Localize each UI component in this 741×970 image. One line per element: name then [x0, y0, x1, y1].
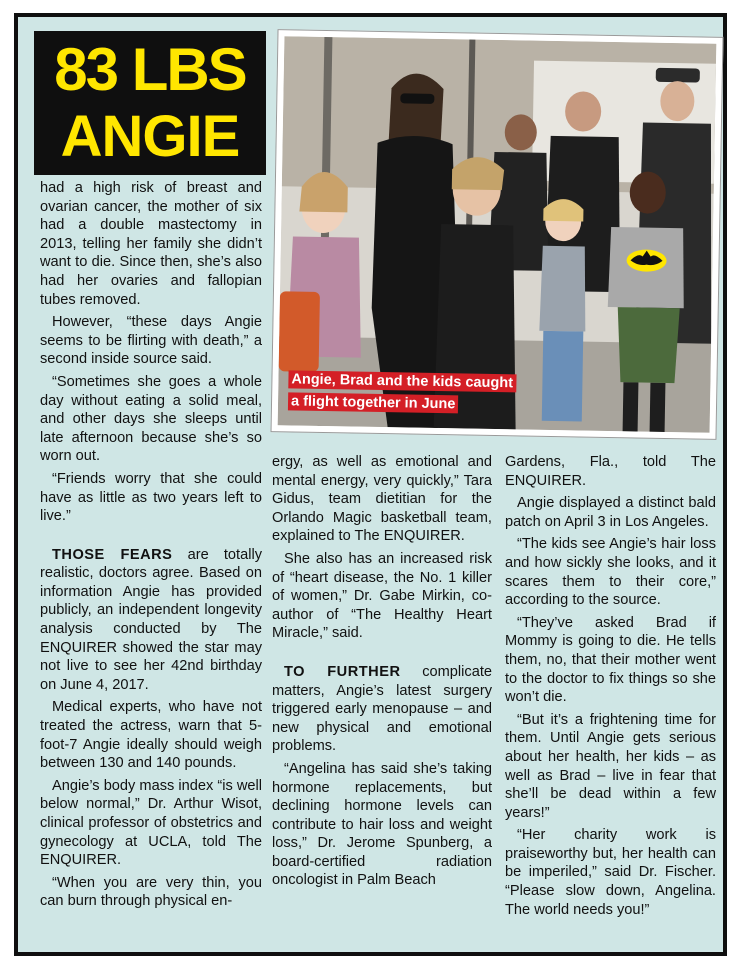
section-lead-text: TO FURTHER — [284, 663, 401, 680]
col1-paragraph: “When you are very thin, you can burn through physical en- — [40, 874, 262, 910]
col1-paragraph: Angie’s body mass index “is well below normal,” Dr. Arthur Wisot, clinical professor of obstetrics and gynecology at UCLA, told The ENQUIRER. — [40, 777, 262, 869]
col1-paragraph: However, “these days Angie seems to be flirting with death,” a second inside source said. — [40, 314, 262, 368]
col3-paragraph: “The kids see Angie’s hair loss and how sickly she looks, and it scares them to their core,” according to the source. — [505, 536, 716, 609]
section-lead-text: THOSE FEARS — [52, 546, 173, 563]
caption-line2: a flight together in June — [288, 392, 459, 413]
headline-box — [34, 31, 266, 175]
column-1 — [40, 179, 262, 915]
col1-paragraph: had a high risk of breast and ovarian cancer, the mother of six had a double mastectomy in 2013, telling her family she didn’t want to die. Since then, she’s also had her ovaries and fallopian tubes removed. — [40, 180, 262, 308]
col3-paragraph: Gardens, Fla., told The ENQUIRER. — [505, 454, 716, 489]
col1-paragraph-body: are totally realistic, doctors agree. Based on information Angie has provided publicly, an independent longevity analysis conducted by The ENQUIRER showed the star may not live to see her 42nd birthday on June 4, 2017. — [40, 546, 262, 693]
col1-paragraph: “Friends worry that she could have as little as two years left to live.” — [40, 470, 262, 525]
col3-paragraph: “They’ve asked Brad if Mommy is going to die. He tells them, no, that their mother went to the doctor to fix things so she won’t die. — [505, 614, 716, 706]
family-photo — [271, 29, 724, 440]
col1-paragraph: “Sometimes she goes a whole day without eating a solid meal, and other days she sleeps until late afternoon because she’s so worn out. — [40, 373, 262, 465]
col2-paragraph — [272, 663, 492, 756]
col2-paragraph: “Angelina has said she’s taking hormone replacements, but declining hormone levels can contribute to hair loss and weight loss,” Dr. Jerome Spunberg, a board-certified radiation oncologist in Palm Beach — [272, 760, 492, 889]
col3-paragraph: Angie displayed a distinct bald patch on April 3 in Los Angeles. — [505, 495, 716, 530]
article-page — [14, 13, 727, 956]
col2-paragraph: ergy, as well as emotional and mental energy, very quickly,” Tara Gidus, team dietitian for the Orlando Magic basketball team, explained to The ENQUIRER. — [272, 454, 492, 545]
col1-paragraph — [40, 546, 262, 695]
col1-paragraph: Medical experts, who have not treated the actress, warn that 5-foot-7 Angie ideally should weigh between 130 and 140 pounds. — [40, 699, 262, 772]
col3-paragraph: “Her charity work is praiseworthy but, her health can be imperiled,” said Dr. Fischer. “Please slow down, Angelina. The world needs you!” — [505, 827, 716, 918]
column-2 — [272, 453, 492, 894]
headline-line2: ANGIE — [60, 104, 240, 169]
col2-paragraph-body: complicate matters, Angie’s latest surgery triggered early menopause – and new physical and emotional problems. — [272, 663, 492, 755]
col2-paragraph: She also has an increased risk of “heart disease, the No. 1 killer of women,” Dr. Gabe Mirkin, co-author of “The Healthy Heart Miracle,” said. — [272, 550, 492, 642]
column-3 — [505, 453, 716, 923]
caption-line1: Angie, Brad and the kids caught — [288, 370, 516, 392]
col3-paragraph: “But it’s a frightening time for them. Until Angie gets serious about her health, her kids – as well as Brad – live in fear that she’ll be dead within a few years!” — [505, 711, 716, 821]
headline-line1: 83 LBS — [54, 36, 246, 103]
photo-caption — [288, 368, 539, 416]
